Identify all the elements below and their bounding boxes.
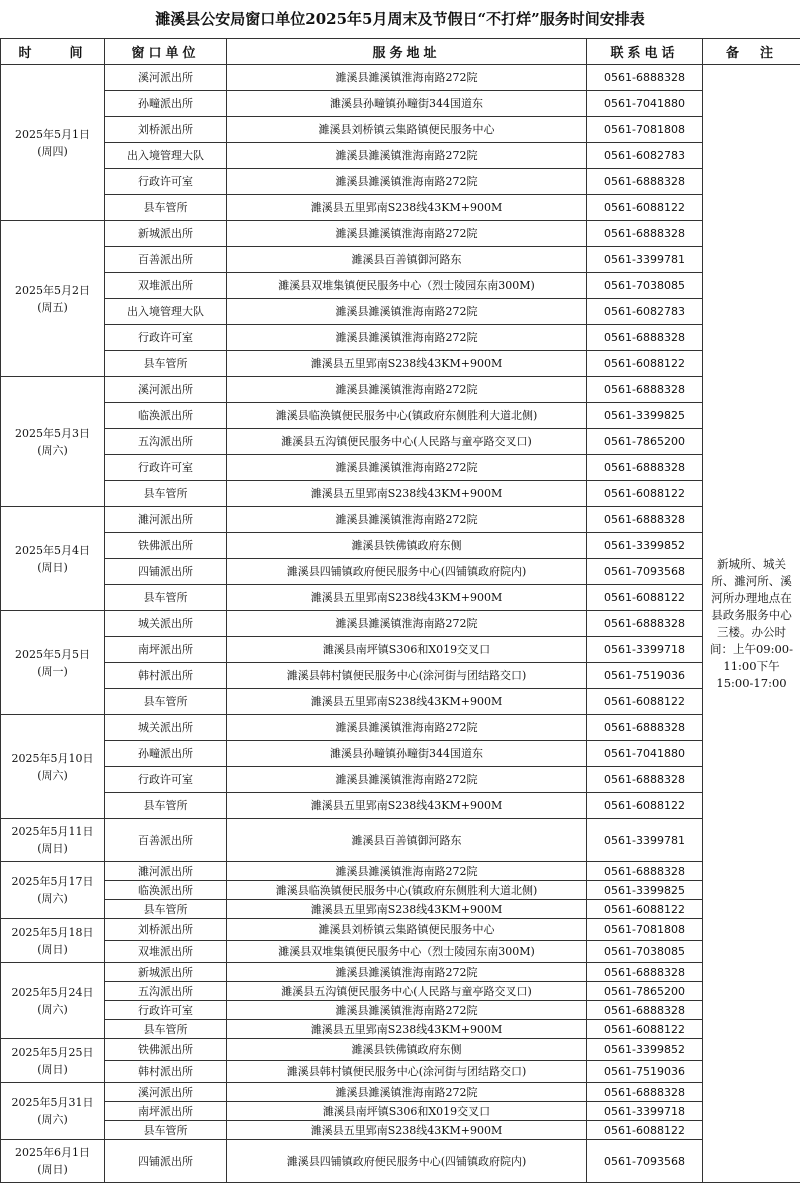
address-cell: 濉溪县孙疃镇孙疃街344国道东 <box>227 741 587 767</box>
unit-cell: 溪河派出所 <box>105 65 227 91</box>
address-cell: 濉溪县濉溪镇淮海南路272院 <box>227 325 587 351</box>
unit-cell: 城关派出所 <box>105 611 227 637</box>
phone-cell: 0561-6088122 <box>587 481 703 507</box>
table-row <box>1 767 800 793</box>
table-row <box>1 247 800 273</box>
date-label: 2025年5月18日 <box>1 926 104 939</box>
phone-cell: 0561-3399852 <box>587 1039 703 1061</box>
date-cell <box>1 919 105 963</box>
address-cell: 濉溪县双堆集镇便民服务中心（烈士陵园东南300M) <box>227 273 587 299</box>
header-row <box>1 39 800 65</box>
unit-cell: 溪河派出所 <box>105 377 227 403</box>
header-remark: 备 注 <box>703 39 800 65</box>
phone-cell: 0561-3399852 <box>587 533 703 559</box>
table-row <box>1 169 800 195</box>
weekday-label: (周日) <box>1 943 104 956</box>
phone-cell: 0561-6888328 <box>587 507 703 533</box>
date-label: 2025年5月1日 <box>1 128 104 141</box>
address-cell: 濉溪县铁佛镇政府东侧 <box>227 533 587 559</box>
date-label: 2025年6月1日 <box>1 1146 104 1159</box>
phone-cell: 0561-3399825 <box>587 881 703 900</box>
unit-cell: 出入境管理大队 <box>105 299 227 325</box>
table-row <box>1 117 800 143</box>
address-cell: 濉溪县濉溪镇淮海南路272院 <box>227 143 587 169</box>
address-cell: 濉溪县五里郢南S238线43KM+900M <box>227 689 587 715</box>
weekday-label: (周六) <box>1 892 104 905</box>
table-row <box>1 377 800 403</box>
address-cell: 濉溪县濉溪镇淮海南路272院 <box>227 963 587 982</box>
unit-cell: 县车管所 <box>105 351 227 377</box>
address-cell: 濉溪县濉溪镇淮海南路272院 <box>227 221 587 247</box>
header-phone: 联系电话 <box>587 39 703 65</box>
weekday-label: (周六) <box>1 1113 104 1126</box>
unit-cell: 孙疃派出所 <box>105 741 227 767</box>
phone-cell: 0561-7038085 <box>587 273 703 299</box>
phone-cell: 0561-6088122 <box>587 793 703 819</box>
address-cell: 濉溪县百善镇御河路东 <box>227 247 587 273</box>
date-cell <box>1 507 105 611</box>
address-cell: 濉溪县双堆集镇便民服务中心（烈士陵园东南300M) <box>227 941 587 963</box>
table-row <box>1 585 800 611</box>
address-cell: 濉溪县濉溪镇淮海南路272院 <box>227 767 587 793</box>
address-cell: 濉溪县孙疃镇孙疃街344国道东 <box>227 91 587 117</box>
address-cell: 濉溪县韩村镇便民服务中心(涂河街与团结路交口) <box>227 663 587 689</box>
address-cell: 濉溪县韩村镇便民服务中心(涂河街与团结路交口) <box>227 1061 587 1083</box>
phone-cell: 0561-3399781 <box>587 819 703 862</box>
phone-cell: 0561-6888328 <box>587 715 703 741</box>
table-row <box>1 195 800 221</box>
unit-cell: 铁佛派出所 <box>105 533 227 559</box>
unit-cell: 溪河派出所 <box>105 1083 227 1102</box>
address-cell: 濉溪县五里郢南S238线43KM+900M <box>227 1020 587 1039</box>
phone-cell: 0561-6888328 <box>587 325 703 351</box>
phone-cell: 0561-6888328 <box>587 1083 703 1102</box>
address-cell: 濉溪县临涣镇便民服务中心(镇政府东侧胜利大道北侧) <box>227 403 587 429</box>
phone-cell: 0561-6888328 <box>587 455 703 481</box>
table-row <box>1 1102 800 1121</box>
phone-cell: 0561-6888328 <box>587 1001 703 1020</box>
address-cell: 濉溪县濉溪镇淮海南路272院 <box>227 1001 587 1020</box>
date-cell <box>1 819 105 862</box>
unit-cell: 双堆派出所 <box>105 273 227 299</box>
header-address: 服务地址 <box>227 39 587 65</box>
weekday-label: (周六) <box>1 769 104 782</box>
phone-cell: 0561-6088122 <box>587 1020 703 1039</box>
weekday-label: (周六) <box>1 1003 104 1016</box>
table-row <box>1 862 800 881</box>
address-cell: 濉溪县濉溪镇淮海南路272院 <box>227 299 587 325</box>
date-cell <box>1 1083 105 1140</box>
phone-cell: 0561-6088122 <box>587 351 703 377</box>
unit-cell: 百善派出所 <box>105 819 227 862</box>
table-row <box>1 715 800 741</box>
address-cell: 濉溪县五里郢南S238线43KM+900M <box>227 900 587 919</box>
address-cell: 濉溪县五里郢南S238线43KM+900M <box>227 1121 587 1140</box>
table-row <box>1 507 800 533</box>
address-cell: 濉溪县濉溪镇淮海南路272院 <box>227 715 587 741</box>
address-cell: 濉溪县铁佛镇政府东侧 <box>227 1039 587 1061</box>
unit-cell: 南坪派出所 <box>105 1102 227 1121</box>
weekday-label: (周四) <box>1 145 104 158</box>
address-cell: 濉溪县五沟镇便民服务中心(人民路与童亭路交叉口) <box>227 429 587 455</box>
table-row <box>1 611 800 637</box>
address-cell: 濉溪县百善镇御河路东 <box>227 819 587 862</box>
phone-cell: 0561-7519036 <box>587 663 703 689</box>
address-cell: 濉溪县四铺镇政府便民服务中心(四铺镇政府院内) <box>227 1140 587 1183</box>
phone-cell: 0561-6888328 <box>587 767 703 793</box>
weekday-label: (周五) <box>1 301 104 314</box>
unit-cell: 县车管所 <box>105 900 227 919</box>
table-row <box>1 1001 800 1020</box>
address-cell: 濉溪县五里郢南S238线43KM+900M <box>227 195 587 221</box>
phone-cell: 0561-6888328 <box>587 221 703 247</box>
table-row <box>1 403 800 429</box>
table-row <box>1 1020 800 1039</box>
date-label: 2025年5月2日 <box>1 284 104 297</box>
address-cell: 濉溪县濉溪镇淮海南路272院 <box>227 507 587 533</box>
unit-cell: 临涣派出所 <box>105 881 227 900</box>
address-cell: 濉溪县临涣镇便民服务中心(镇政府东侧胜利大道北侧) <box>227 881 587 900</box>
date-cell <box>1 611 105 715</box>
unit-cell: 行政许可室 <box>105 169 227 195</box>
date-label: 2025年5月31日 <box>1 1096 104 1109</box>
schedule-table <box>0 38 800 1183</box>
table-row <box>1 143 800 169</box>
date-label: 2025年5月11日 <box>1 825 104 838</box>
table-row <box>1 533 800 559</box>
unit-cell: 韩村派出所 <box>105 663 227 689</box>
table-row <box>1 1039 800 1061</box>
phone-cell: 0561-6088122 <box>587 689 703 715</box>
address-cell: 濉溪县五里郢南S238线43KM+900M <box>227 585 587 611</box>
date-cell <box>1 715 105 819</box>
table-row <box>1 637 800 663</box>
table-row <box>1 1121 800 1140</box>
phone-cell: 0561-7519036 <box>587 1061 703 1083</box>
phone-cell: 0561-6888328 <box>587 611 703 637</box>
unit-cell: 新城派出所 <box>105 221 227 247</box>
phone-cell: 0561-3399781 <box>587 247 703 273</box>
unit-cell: 县车管所 <box>105 689 227 715</box>
unit-cell: 新城派出所 <box>105 963 227 982</box>
unit-cell: 县车管所 <box>105 793 227 819</box>
unit-cell: 刘桥派出所 <box>105 919 227 941</box>
schedule-body <box>1 65 800 1183</box>
address-cell: 濉溪县濉溪镇淮海南路272院 <box>227 169 587 195</box>
table-row <box>1 559 800 585</box>
unit-cell: 铁佛派出所 <box>105 1039 227 1061</box>
date-cell <box>1 377 105 507</box>
address-cell: 濉溪县五里郢南S238线43KM+900M <box>227 481 587 507</box>
address-cell: 濉溪县濉溪镇淮海南路272院 <box>227 611 587 637</box>
weekday-label: (周一) <box>1 665 104 678</box>
page-title: 濉溪县公安局窗口单位2025年5月周末及节假日“不打烊”服务时间安排表 <box>0 0 800 38</box>
date-label: 2025年5月24日 <box>1 986 104 999</box>
weekday-label: (周日) <box>1 1063 104 1076</box>
phone-cell: 0561-7041880 <box>587 91 703 117</box>
date-label: 2025年5月10日 <box>1 752 104 765</box>
date-cell <box>1 862 105 919</box>
phone-cell: 0561-7865200 <box>587 429 703 455</box>
table-row <box>1 793 800 819</box>
unit-cell: 双堆派出所 <box>105 941 227 963</box>
phone-cell: 0561-7038085 <box>587 941 703 963</box>
table-row <box>1 91 800 117</box>
unit-cell: 行政许可室 <box>105 1001 227 1020</box>
table-row <box>1 819 800 862</box>
phone-cell: 0561-7093568 <box>587 1140 703 1183</box>
unit-cell: 行政许可室 <box>105 455 227 481</box>
unit-cell: 县车管所 <box>105 481 227 507</box>
address-cell: 濉溪县刘桥镇云集路镇便民服务中心 <box>227 117 587 143</box>
table-row <box>1 689 800 715</box>
phone-cell: 0561-6888328 <box>587 862 703 881</box>
date-cell <box>1 221 105 377</box>
phone-cell: 0561-3399718 <box>587 637 703 663</box>
table-row <box>1 351 800 377</box>
table-row <box>1 325 800 351</box>
unit-cell: 刘桥派出所 <box>105 117 227 143</box>
table-row <box>1 299 800 325</box>
unit-cell: 五沟派出所 <box>105 982 227 1001</box>
unit-cell: 濉河派出所 <box>105 507 227 533</box>
table-row <box>1 65 800 91</box>
header-time: 时 间 <box>1 39 105 65</box>
weekday-label: (周日) <box>1 561 104 574</box>
date-cell <box>1 963 105 1039</box>
phone-cell: 0561-6888328 <box>587 963 703 982</box>
address-cell: 濉溪县濉溪镇淮海南路272院 <box>227 455 587 481</box>
table-row <box>1 663 800 689</box>
date-label: 2025年5月17日 <box>1 875 104 888</box>
phone-cell: 0561-3399825 <box>587 403 703 429</box>
unit-cell: 南坪派出所 <box>105 637 227 663</box>
unit-cell: 百善派出所 <box>105 247 227 273</box>
address-cell: 濉溪县五里郢南S238线43KM+900M <box>227 351 587 377</box>
table-row <box>1 900 800 919</box>
unit-cell: 城关派出所 <box>105 715 227 741</box>
table-row <box>1 1140 800 1183</box>
weekday-label: (周六) <box>1 444 104 457</box>
table-row <box>1 481 800 507</box>
unit-cell: 行政许可室 <box>105 325 227 351</box>
unit-cell: 孙疃派出所 <box>105 91 227 117</box>
table-row <box>1 741 800 767</box>
unit-cell: 五沟派出所 <box>105 429 227 455</box>
unit-cell: 县车管所 <box>105 1020 227 1039</box>
address-cell: 濉溪县刘桥镇云集路镇便民服务中心 <box>227 919 587 941</box>
date-cell <box>1 1140 105 1183</box>
unit-cell: 县车管所 <box>105 585 227 611</box>
weekday-label: (周日) <box>1 842 104 855</box>
table-row <box>1 963 800 982</box>
address-cell: 濉溪县南坪镇S306和X019交叉口 <box>227 1102 587 1121</box>
table-row <box>1 941 800 963</box>
unit-cell: 县车管所 <box>105 195 227 221</box>
header-unit: 窗口单位 <box>105 39 227 65</box>
address-cell: 濉溪县五里郢南S238线43KM+900M <box>227 793 587 819</box>
unit-cell: 韩村派出所 <box>105 1061 227 1083</box>
table-row <box>1 881 800 900</box>
date-label: 2025年5月5日 <box>1 648 104 661</box>
unit-cell: 县车管所 <box>105 1121 227 1140</box>
phone-cell: 0561-7093568 <box>587 559 703 585</box>
unit-cell: 出入境管理大队 <box>105 143 227 169</box>
table-row <box>1 221 800 247</box>
table-row <box>1 919 800 941</box>
weekday-label: (周日) <box>1 1163 104 1176</box>
unit-cell: 临涣派出所 <box>105 403 227 429</box>
date-label: 2025年5月4日 <box>1 544 104 557</box>
unit-cell: 行政许可室 <box>105 767 227 793</box>
phone-cell: 0561-7081808 <box>587 117 703 143</box>
address-cell: 濉溪县五沟镇便民服务中心(人民路与童亭路交叉口) <box>227 982 587 1001</box>
table-row <box>1 1083 800 1102</box>
table-row <box>1 273 800 299</box>
address-cell: 濉溪县南坪镇S306和X019交叉口 <box>227 637 587 663</box>
date-cell <box>1 1039 105 1083</box>
unit-cell: 四铺派出所 <box>105 1140 227 1183</box>
phone-cell: 0561-6888328 <box>587 377 703 403</box>
phone-cell: 0561-3399718 <box>587 1102 703 1121</box>
unit-cell: 濉河派出所 <box>105 862 227 881</box>
date-cell <box>1 65 105 221</box>
phone-cell: 0561-7865200 <box>587 982 703 1001</box>
address-cell: 濉溪县四铺镇政府便民服务中心(四铺镇政府院内) <box>227 559 587 585</box>
phone-cell: 0561-6082783 <box>587 299 703 325</box>
phone-cell: 0561-6088122 <box>587 195 703 221</box>
phone-cell: 0561-6088122 <box>587 1121 703 1140</box>
address-cell: 濉溪县濉溪镇淮海南路272院 <box>227 1083 587 1102</box>
phone-cell: 0561-6888328 <box>587 169 703 195</box>
unit-cell: 四铺派出所 <box>105 559 227 585</box>
remark-cell: 新城所、城关所、濉河所、溪河所办理地点在县政务服务中心三楼。办公时间：上午09:00-11:00下午15:00-17:00 <box>703 65 800 1183</box>
table-row <box>1 982 800 1001</box>
date-label: 2025年5月25日 <box>1 1046 104 1059</box>
table-row <box>1 1061 800 1083</box>
phone-cell: 0561-7081808 <box>587 919 703 941</box>
address-cell: 濉溪县濉溪镇淮海南路272院 <box>227 377 587 403</box>
phone-cell: 0561-6088122 <box>587 585 703 611</box>
phone-cell: 0561-6088122 <box>587 900 703 919</box>
phone-cell: 0561-6888328 <box>587 65 703 91</box>
phone-cell: 0561-7041880 <box>587 741 703 767</box>
date-label: 2025年5月3日 <box>1 427 104 440</box>
phone-cell: 0561-6082783 <box>587 143 703 169</box>
address-cell: 濉溪县濉溪镇淮海南路272院 <box>227 862 587 881</box>
table-row <box>1 429 800 455</box>
address-cell: 濉溪县濉溪镇淮海南路272院 <box>227 65 587 91</box>
table-row <box>1 455 800 481</box>
